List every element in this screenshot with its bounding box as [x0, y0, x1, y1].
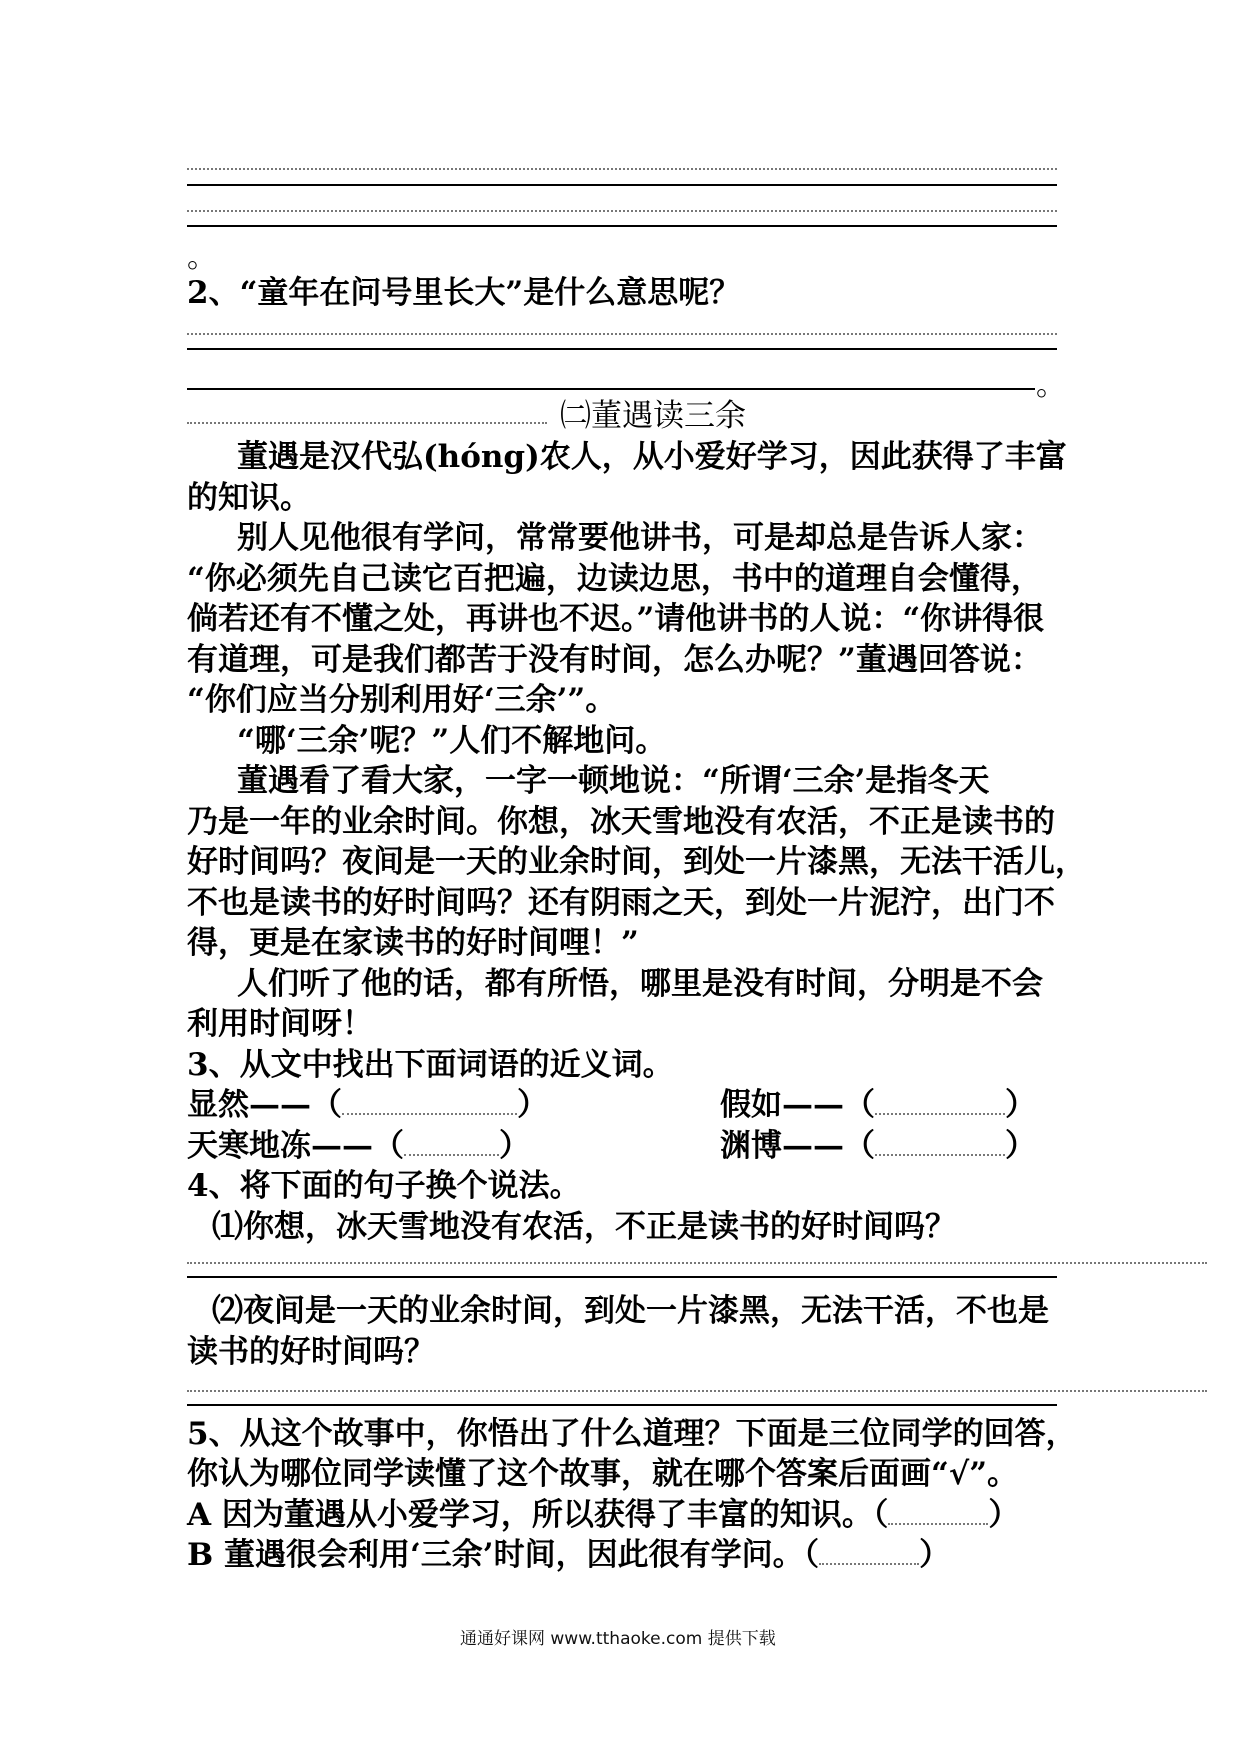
paren-close: ）: [1005, 1087, 1036, 1123]
question-5-cont: 你认为哪位同学读懂了这个故事，就在哪个答案后面画“√”。: [187, 1456, 1019, 1492]
question-4: 4、将下面的句子换个说法。: [187, 1168, 581, 1204]
question-3: 3、从文中找出下面词语的近义词。: [187, 1047, 674, 1083]
sentence-1: ⑴你想，冰天雪地没有农活，不正是读书的好时间吗？: [212, 1209, 956, 1245]
dotted-guide: [187, 333, 1057, 335]
sentence-2: ⑵夜间是一天的业余时间，到处一片漆黑，无法干活，不也是: [212, 1293, 1049, 1329]
dotted-guide: [187, 210, 1057, 212]
synonym-item: [720, 1084, 1036, 1126]
passage-line: 乃是一年的业余时间。你想，冰天雪地没有农活，不正是读书的: [187, 804, 1055, 840]
dotted-guide: [187, 1390, 1207, 1392]
passage-line: 董遇是汉代弘(hóng)农人，从小爱好学习，因此获得了丰富: [237, 439, 1067, 475]
question-5: 5、从这个故事中，你悟出了什么道理？下面是三位同学的回答，: [187, 1416, 1077, 1452]
dotted-guide: [187, 1262, 1207, 1264]
paren-close: ）: [517, 1087, 548, 1123]
footer-text: 通通好课网 www.tthaoke.com 提供下载: [460, 1629, 776, 1649]
passage-line: 好时间吗？夜间是一天的业余时间，到处一片漆黑，无法干活儿，: [187, 844, 1086, 880]
answer-line[interactable]: [187, 184, 1057, 186]
answer-line[interactable]: [187, 225, 1057, 227]
paren-open: （: [844, 1128, 875, 1164]
option-text: B 董遇很会利用‘三余’时间，因此很有学问。: [187, 1537, 804, 1573]
passage-line: 别人见他很有学问，常常要他讲书，可是却总是告诉人家：: [237, 520, 1043, 556]
sentence-2-cont: 读书的好时间吗？: [187, 1334, 435, 1370]
answer-blank[interactable]: [819, 1537, 919, 1565]
paren-open: （: [311, 1087, 342, 1123]
passage-line: 的知识。: [187, 480, 311, 516]
paren-close: ）: [919, 1537, 951, 1573]
passage-line: 董遇看了看大家，一字一顿地说：“所谓‘三余’是指冬天: [237, 763, 990, 799]
passage-line: 不也是读书的好时间吗？还有阴雨之天，到处一片泥泞，出门不: [187, 885, 1055, 921]
paren-close: ）: [1005, 1128, 1036, 1164]
paren-open: （: [844, 1087, 875, 1123]
answer-line[interactable]: [187, 1276, 1057, 1278]
paren-open: （: [872, 1497, 889, 1533]
passage-line: 倘若还有不懂之处，再讲也不迟。”请他讲书的人说：“你讲得很: [187, 601, 1045, 637]
passage-title: ㈡董遇读三余: [560, 398, 746, 434]
question-2: 2、“童年在问号里长大”是什么意思呢？: [187, 275, 741, 311]
answer-blank[interactable]: [342, 1087, 517, 1115]
answer-blank[interactable]: [875, 1087, 1005, 1115]
answer-line[interactable]: [187, 388, 1035, 390]
synonym-word: 渊博——: [720, 1128, 844, 1164]
synonym-word: 天寒地冻——: [187, 1128, 373, 1164]
synonym-word: 假如——: [720, 1087, 844, 1123]
answer-line[interactable]: [187, 1404, 1057, 1406]
passage-line: 利用时间呀！: [187, 1006, 373, 1042]
answer-blank[interactable]: [888, 1497, 988, 1525]
synonym-item: [187, 1084, 548, 1126]
passage-line: 得，更是在家读书的好时间哩！”: [187, 925, 639, 961]
passage-line: 人们听了他的话，都有所悟，哪里是没有时间，分明是不会: [237, 966, 1043, 1002]
option-a: [187, 1494, 1019, 1536]
paren-close: ）: [499, 1128, 530, 1164]
answer-blank[interactable]: [404, 1128, 499, 1156]
synonym-word: 显然——: [187, 1087, 311, 1123]
dotted-guide: [187, 422, 547, 424]
answer-line[interactable]: [187, 348, 1057, 350]
option-text: A 因为董遇从小爱学习，所以获得了丰富的知识。: [187, 1497, 873, 1533]
synonym-item: [720, 1125, 1036, 1167]
passage-line: “你必须先自己读它百把遍，边读边思，书中的道理自会懂得，: [187, 561, 1042, 597]
synonym-item: [187, 1125, 530, 1167]
line-end-mark: 。: [187, 240, 217, 275]
passage-line: “哪‘三余’呢？”人们不解地问。: [237, 723, 667, 759]
passage-line: 有道理，可是我们都苦于没有时间，怎么办呢？”董遇回答说：: [187, 642, 1042, 678]
line-end-mark: 。: [1036, 368, 1066, 403]
answer-blank[interactable]: [875, 1128, 1005, 1156]
paren-open: （: [803, 1537, 820, 1573]
paren-open: （: [373, 1128, 404, 1164]
option-b: [187, 1534, 950, 1576]
dotted-guide: [187, 168, 1057, 170]
passage-line: “你们应当分别利用好‘三余’”。: [187, 682, 617, 718]
paren-close: ）: [988, 1497, 1020, 1533]
